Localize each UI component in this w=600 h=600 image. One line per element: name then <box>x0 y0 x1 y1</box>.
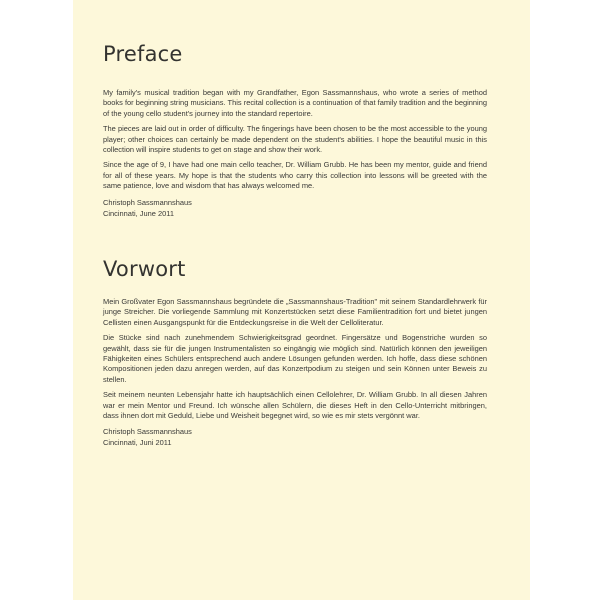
vorwort-paragraph: Seit meinem neunten Lebensjahr hatte ich hauptsächlich einen Cellolehrer, Dr. William Grubb. In all diesen Jahren war er mein Mentor und Freund. Ich wünsche allen Schülern, die dieses Heft in den Cello-Unterricht mitbringen, dass ihnen dort mit Geduld, Liebe und Weisheit begegnet wird, so wie es mir stets vergönnt war. <box>103 390 487 421</box>
document-page <box>73 0 530 600</box>
preface-signature-date: Cincinnati, June 2011 <box>103 208 174 218</box>
preface-paragraph: My family's musical tradition began with my Grandfather, Egon Sassmannshaus, who wrote a series of method books for beginning string musicians. This recital collection is a continuation of that family tradition and the beginning of the young cello student's journey into the standard repertoire. <box>103 88 487 118</box>
vorwort-heading: Vorwort <box>103 257 186 281</box>
vorwort-paragraph: Mein Großvater Egon Sassmannshaus begründete die „Sassmannshaus-Tradition" mit seinem Standardlehrwerk für junge Streicher. Die vorliegende Sammlung mit Konzertstücken setzt diese Familientradition fort und bietet jungen Cellisten einen Ausgangspunkt für die Entdeckungsreise in die Welt der Celloliteratur. <box>103 297 487 327</box>
preface-paragraph: The pieces are laid out in order of difficulty. The fingerings have been chosen to be the most accessible to the young player; other choices can certainly be made dependent on the student's abilities. I hope the beautiful music in this collection will inspire students to get on stage and show their work. <box>103 124 487 155</box>
preface-paragraph: Since the age of 9, I have had one main cello teacher, Dr. William Grubb. He has been my mentor, guide and friend for all of these years. My hope is that the students who carry this collection into lessons will be greeted with the same patience, love and wisdom that has always welcomed me. <box>103 160 487 191</box>
vorwort-paragraph: Die Stücke sind nach zunehmendem Schwierigkeitsgrad geordnet. Fingersätze und Bogenstriche wurden so gewählt, dass sie für die jungen Instrumentalisten so eingängig wie möglich sind. Natürlich können den jeweiligen Fähigkeiten eines Schülers entsprechend auch andere Lösungen gefunden werden. Ich hoffe, dass diese schönen Kompositionen jeden dazu anregen werden, auf das Konzertpodium zu steigen und sein Können unter Beweis zu stellen. <box>103 333 487 384</box>
preface-heading: Preface <box>103 42 183 66</box>
preface-section <box>103 42 487 219</box>
vorwort-signature-name: Christoph Sassmannshaus <box>103 427 192 437</box>
vorwort-section <box>103 257 487 448</box>
preface-signature-name: Christoph Sassmannshaus <box>103 197 192 207</box>
vorwort-signature-date: Cincinnati, Juni 2011 <box>103 438 172 448</box>
